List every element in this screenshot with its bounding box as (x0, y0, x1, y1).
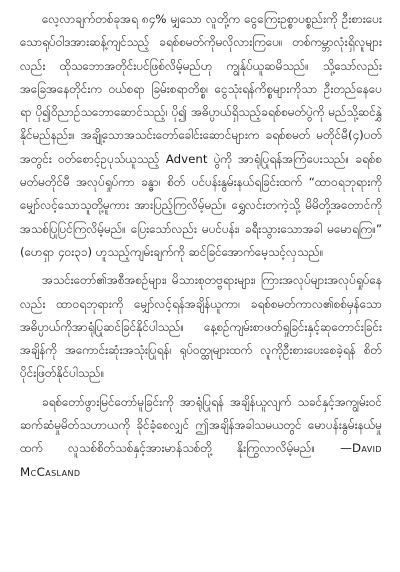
paragraph-middle: အသင်းတော်၏အစီအစဉ်များ၊ မိသားစုတဗ္ဗရားများ၊ ကြားအလုပ်များအလုပ်ရှုပ်နေလည်း ထာဝရဘုရားကို မျှော်လင့်ရန်အချိန်ယူကာ၊ ခရစ်စမတ်ကာလ၏စစ်မှန်သော အဓိပ္ပာယ်ကိုအာရုံပြုဆင်ခြင်နိုင်ပါသည်။ နေ့စဉ်ကျမ်းစာဖတ်ရှုခြင်းနှင့်ဆုတောင်းခြင်းအချိန်ကို အကောင်းဆုံးအသုံးပြုရန်၊ ရုပ်ဝတ္ထုများထက် လူကိုဦးစားပေးစေခဲ့ရန် စိတ်ပိုင်းဖြတ်နိုင်ပါသည်။ (20, 273, 382, 381)
paragraph-intro: လေ့လာချက်တစ်ခုအရ ၈၄% မျှသော လူတို့က ငွေကြေးဥစ္စာပစ္စည်းကို ဦးစားပေးသောရုပ်ဝါဒအားဆန့်ကျင်သည့် ခရစ်စမတ်ကိုမလိုလားကြပေ။ တစ်ကမ္ဘာလုံးရှိလူများလည်း ထိုသဘောအတိုင်းပင်ဖြစ်လိမ့်မည်ဟု ကျွန်ုပ်ယူဆမိသည်။ သို့သော်လည်း အခြေအနေတိုင်းက ဝယ်စရာ ခြမ်းစရာတိစ္စ၊ ငွေသုံးရန်ကိစ္စများကိုသာ ဦးတည်နေပေရာ ပို၍ဝိညာဉ်သဘောဆောင်သည့်၊ ပို၍ အဓိပ္ပာယ်ရှိသည့်ခရစ်စမတ်ပွဲကို မည်သို့ဆင်နွှဲနိုင်မည်နည်း။ အချို့သောအသင်းတော်ခေါင်းဆောင်များက ခရစ်စမတ် မတိုင်မီ(၄)ပတ်အတွင်း ဝတ်စောင့်ဥပုသ်ယူသည့် Advent ပွဲကို အာရုံပြုရန်အကြံပေးသည်။ ခရစ်စမတ်မတိုင်မီ အလုပ်ရှုပ်ကာ ခန္ဓာ၊ စိတ် ပင်ပန်းနွမ်းနယ်ရခြင်းထက် “ထာဝရဘုရားကို မျှော်လင့်သောသူတို့မူကား အားပြည့်ကြလိမ့်မည်။ ရွှေလင်းတကဲ့သို့ မိမိတို့အတောင်ကို အသစ်ပြုပြင်ကြလိမ့်မည်။ ပြေးသော်လည်း မပင်ပန်း၊ ခရီးသွားသောအခါ မမောရကြ။” (ဟေရှာ ၄၀း၃၁) ဟူသည့်ကျမ်းချက်ကို ဆင်ခြင်အောက်မေ့သင့်လှသည်။ (20, 12, 382, 259)
paragraph-closing (20, 391, 382, 484)
paragraph-closing-text: ခရစ်တော်ဖွားမြင်တော်မူခြင်းကို အာရုံပြုရန် အချိန်ယူလျက် သခင်နှင့်အကျွမ်းဝင်ဆက်ဆံမှုမိတ်သဟာယကို ခိုင်ခံ့စေလျှင် ဤအချိန်အခါသမယတွင် မောပန်းနွမ်းနယ်မှုထက် လူသစ်စိတ်သစ်နှင့်အားမာန်သစ်တို့ နိုးကြွလာလိမ့်မည်။ — (20, 394, 382, 456)
author-signature: David McCasland (20, 441, 382, 479)
